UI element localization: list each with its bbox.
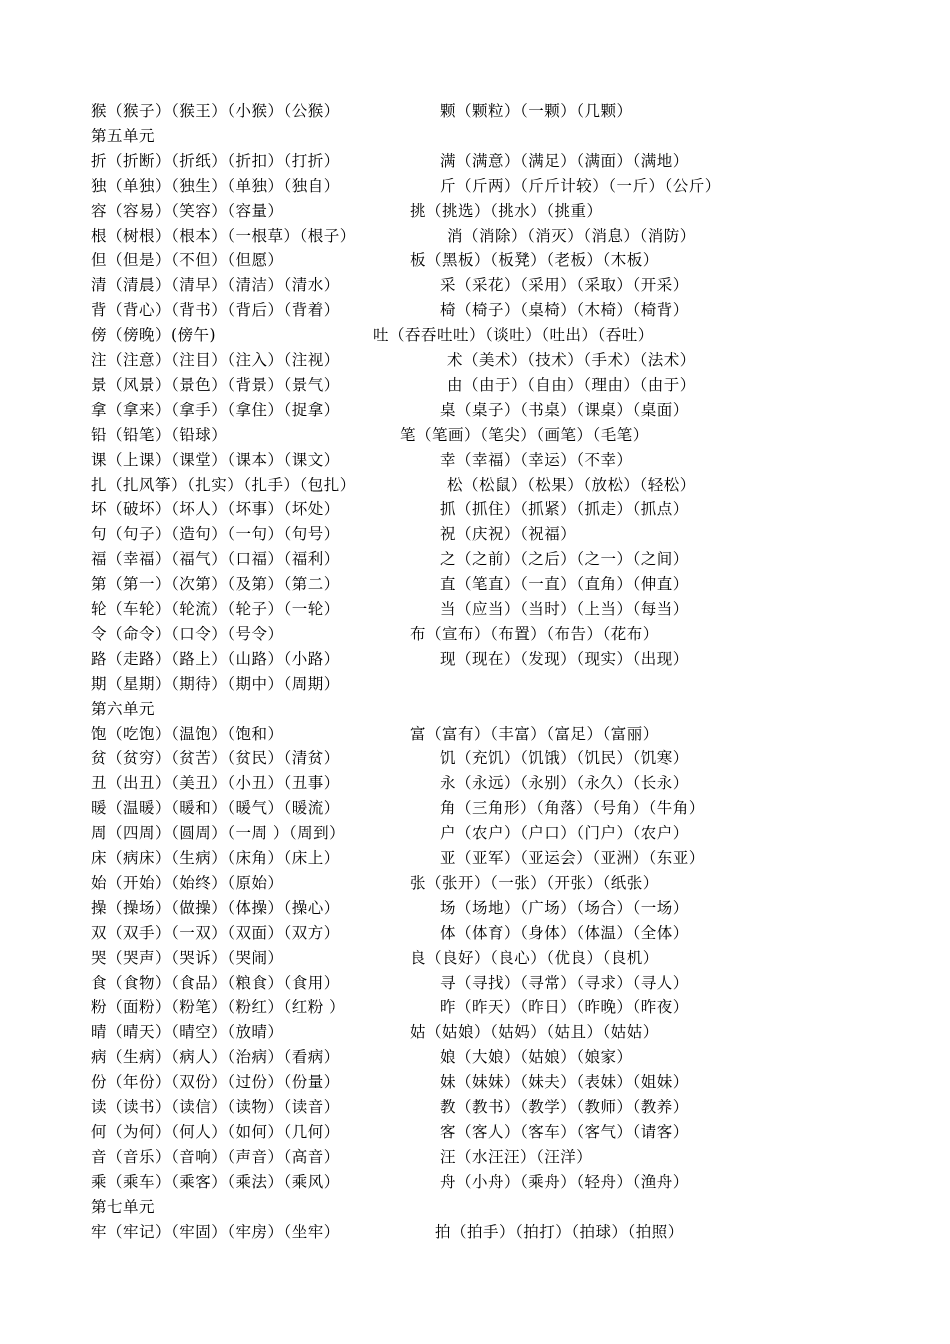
word-list-left: 扎（扎风筝）（扎实）（扎手）（包扎） <box>91 476 356 494</box>
word-list-right: 挑（挑选）（挑水）（挑重） <box>410 202 603 220</box>
unit-heading: 第七单元 <box>91 1198 156 1216</box>
word-list-right: 满（满意）（满足）（满面）（满地） <box>440 152 689 170</box>
word-list-left: 但（但是）（不但）（但愿） <box>91 251 284 269</box>
word-list-right: 幸（幸福）（幸运）（不幸） <box>440 451 633 469</box>
word-list-right: 消（消除）（消灭）（消息）（消防） <box>447 227 696 245</box>
word-list-left: 坏（破坏）（坏人）（坏事）（坏处） <box>91 500 340 518</box>
word-list-right: 松（松鼠）（松果）（放松）（轻松） <box>447 476 696 494</box>
word-list-right: 场（场地）（广场）（场合）（一场） <box>440 899 689 917</box>
word-list-right: 布（宣布）（布置）（布告）（花布） <box>410 625 659 643</box>
word-list-left: 双（双手）（一双）（双面）（双方） <box>91 924 340 942</box>
word-list-left: 音（音乐）（音响）（声音）（高音） <box>91 1148 340 1166</box>
word-list-left: 轮（车轮）（轮流）（轮子）（一轮） <box>91 600 340 618</box>
word-list-left: 折（折断）（折纸）（折扣）（打折） <box>91 152 340 170</box>
word-list-right: 永（永远）（永别）（永久）（长永） <box>440 774 689 792</box>
word-list-right: 板（黑板）（板凳）（老板）（木板） <box>410 251 659 269</box>
word-list-left: 独（单独）（独生）（单独）（独自） <box>91 177 340 195</box>
word-list-right: 祝（庆祝）（祝福） <box>440 525 577 543</box>
word-list-right: 饥（充饥）（饥饿）（饥民）（饥寒） <box>440 749 689 767</box>
word-list-right: 寻（寻找）（寻常）（寻求）（寻人） <box>440 974 689 992</box>
word-list-right: 由（由于）（自由）（理由）（由于） <box>447 376 696 394</box>
word-list-left: 期（星期）（期待）（期中）（周期） <box>91 675 340 693</box>
word-list-right: 张（张开）（一张）（开张）（纸张） <box>410 874 659 892</box>
word-list-right: 良（良好）（良心）（优良）（良机） <box>410 949 659 967</box>
word-list-right: 昨（昨天）（昨日）（昨晚）（昨夜） <box>440 998 689 1016</box>
word-list-right: 体（体育）（身体）（体温）（全体） <box>440 924 689 942</box>
word-list-left: 根（树根）（根本）（一根草）（根子） <box>91 227 356 245</box>
word-list-right: 笔（笔画）（笔尖）（画笔）（毛笔） <box>400 426 649 444</box>
word-list-left: 暖（温暖）（暖和）（暖气）（暖流） <box>91 799 340 817</box>
word-list-right: 角（三角形）（角落）（号角）（牛角） <box>440 799 705 817</box>
word-list-right: 户（农户）（户口）（门户）（农户） <box>440 824 689 842</box>
word-list-left: 床（病床）（生病）（床角）（床上） <box>91 849 340 867</box>
word-list-left: 清（清晨）（清早）（清洁）（清水） <box>91 276 340 294</box>
word-list-right: 椅（椅子）（桌椅）（木椅）（椅背） <box>440 301 689 319</box>
word-list-right: 颗（颗粒）（一颗）（几颗） <box>440 102 633 120</box>
word-list-left: 何（为何）（何人）（如何）（几何） <box>91 1123 340 1141</box>
word-list-left: 容（容易）（笑容）（容量） <box>91 202 284 220</box>
word-list-right: 教（教书）（教学）（教师）（教养） <box>440 1098 689 1116</box>
word-list-right: 现（现在）（发现）（现实）（出现） <box>440 650 689 668</box>
word-list-right: 抓（抓住）（抓紧）（抓走）（抓点） <box>440 500 689 518</box>
word-list-left: 贫（贫穷）（贫苦）（贫民）（清贫） <box>91 749 340 767</box>
word-list-left: 读（读书）（读信）（读物）（读音） <box>91 1098 340 1116</box>
word-list-left: 病（生病）（病人）（治病）（看病） <box>91 1048 340 1066</box>
word-list-left: 铅（铅笔）（铅球） <box>91 426 228 444</box>
unit-heading: 第五单元 <box>91 127 156 145</box>
word-list-left: 饱（吃饱）（温饱）（饱和） <box>91 725 284 743</box>
word-list-left: 福（幸福）（福气）（口福）（福利） <box>91 550 340 568</box>
word-list-right: 亚（亚军）（亚运会）（亚洲）（东亚） <box>440 849 705 867</box>
word-list-left: 牢（牢记）（牢固）（牢房）（坐牢） <box>91 1223 340 1241</box>
word-list-left: 周（四周）（圆周）（一周 ）（周到） <box>91 824 346 842</box>
word-list-right: 吐（吞吞吐吐）（谈吐）（吐出）（吞吐） <box>373 326 654 344</box>
word-list-right: 客（客人）（客车）（客气）（请客） <box>440 1123 689 1141</box>
word-list-left: 句（句子）（造句）（一句）（句号） <box>91 525 340 543</box>
word-list-right: 术（美术）（技术）（手术）（法术） <box>447 351 696 369</box>
word-list-right: 娘（大娘）（姑娘）（娘家） <box>440 1048 633 1066</box>
word-list-right: 姑（姑娘）（姑妈）（姑且）（姑姑） <box>410 1023 659 1041</box>
word-list-left: 拿（拿来）（拿手）（拿住）（捉拿） <box>91 401 340 419</box>
word-list-left: 背（背心）（背书）（背后）（背着） <box>91 301 340 319</box>
word-list-right: 富（富有）（丰富）（富足）（富丽） <box>410 725 659 743</box>
word-list-left: 粉（面粉）（粉笔）（粉红）（红粉 ） <box>91 998 346 1016</box>
word-list-left: 路（走路）（路上）（山路）（小路） <box>91 650 340 668</box>
word-list-right: 拍（拍手）（拍打）（拍球）（拍照） <box>435 1223 684 1241</box>
word-list-left: 景（风景）（景色）（背景）（景气） <box>91 376 340 394</box>
word-list-right: 当（应当）（当时）（上当）（每当） <box>440 600 689 618</box>
word-list-right: 之（之前）（之后）（之一）（之间） <box>440 550 689 568</box>
word-list-left: 丑（出丑）（美丑）（小丑）（丑事） <box>91 774 340 792</box>
word-list-right: 妹（妹妹）（妹夫）（表妹）（姐妹） <box>440 1073 689 1091</box>
word-list-right: 采（采花）（采用）（采取）（开采） <box>440 276 689 294</box>
word-list-right: 斤（斤两）（斤斤计较）（一斤）（公斤） <box>440 177 721 195</box>
word-list-left: 份（年份）（双份）（过份）（份量） <box>91 1073 340 1091</box>
word-list-left: 始（开始）（始终）（原始） <box>91 874 284 892</box>
word-list-left: 猴（猴子）（猴王）（小猴）（公猴） <box>91 102 340 120</box>
word-list-left: 操（操场）（做操）（体操）（操心） <box>91 899 340 917</box>
word-list-left: 乘（乘车）（乘客）（乘法）（乘风） <box>91 1173 340 1191</box>
word-list-right: 桌（桌子）（书桌）（课桌）（桌面） <box>440 401 689 419</box>
word-list-left: 令（命令）（口令）（号令） <box>91 625 284 643</box>
word-list-left: 注（注意）（注目）（注入）（注视） <box>91 351 340 369</box>
word-list-left: 哭（哭声）（哭诉）（哭闹） <box>91 949 284 967</box>
word-list-left: 晴（晴天）（晴空）（放晴） <box>91 1023 284 1041</box>
word-list-left: 傍（傍晚）(傍午) <box>91 326 217 344</box>
word-list-left: 课（上课）（课堂）（课本）（课文） <box>91 451 340 469</box>
word-list-left: 食（食物）（食品）（粮食）（食用） <box>91 974 340 992</box>
word-list-right: 汪（水汪汪）（汪洋） <box>440 1148 593 1166</box>
word-list-right: 直（笔直）（一直）（直角）（伸直） <box>440 575 689 593</box>
unit-heading: 第六单元 <box>91 700 156 718</box>
word-list-left: 第（第一）（次第）（及第）（第二） <box>91 575 340 593</box>
word-list-right: 舟（小舟）（乘舟）（轻舟）（渔舟） <box>440 1173 689 1191</box>
